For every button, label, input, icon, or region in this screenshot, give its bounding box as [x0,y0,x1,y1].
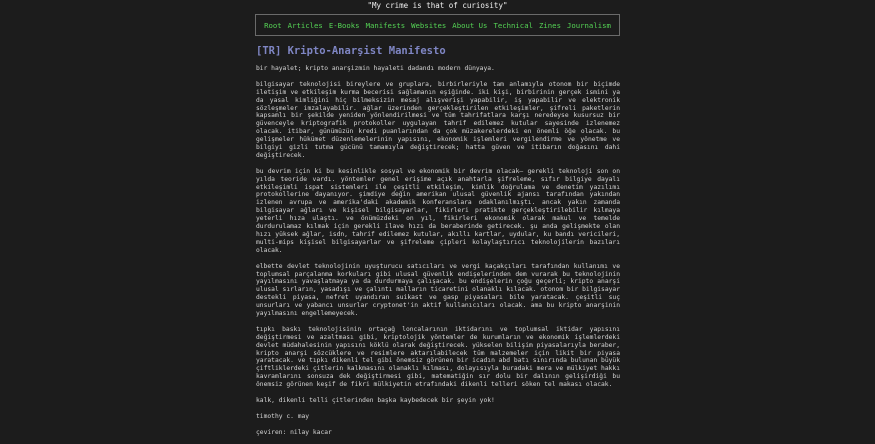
article-translator: çeviren: nilay kacar [256,428,332,436]
nav-journalism-link[interactable]: Journalism [566,20,611,30]
nav-articles-link[interactable]: Articles [287,20,323,30]
article-title: [TR] Kripto-Anarşist Manifesto [256,45,446,57]
article-body [256,65,620,444]
nav-websites-link[interactable]: Websites [411,20,447,30]
header-quote: "My crime is that of curiosity" [367,1,508,10]
article-paragraph: tıpkı baskı teknolojisinin ortaçağ loncalarının iktidarını ve toplumsal iktidar yapısını değiştirmesi ve azaltması gibi, kriptolojik yöntemler de kurumların ve ekonomik işlemlerdeki devlet müdahalesinin yapısını köklü olarak değiştirecek. yükselen bilişim piyasalarıyla beraber, kripto anarşi sözcüklere ve resimlere aktarılabilecek tüm malzemeler için likit bir piyasa yaratacak. ve tıpkı dikenli tel gibi önemsiz görünen bir icadın abd batı sınırında bulunan büyük çiftliklerdeki çitlerin kalkmasını olanaklı kılması, dolayısıyla buradaki mera ve mülkiyet hakkı kavramlarını sonsuza dek değiştirmesi gibi, matematiğin sır dolu bir dalının gelişirdiği bu önemsiz görünen keşif de fikri mülkiyetin etrafındaki dikenli telleri söken tel makası olacak. [256,325,620,389]
nav-technical-link[interactable]: Technical [493,20,533,30]
nav-about-us-link[interactable]: About Us [452,20,488,30]
article-author: timothy c. may [256,412,310,420]
nav-root-link[interactable]: Root [264,20,282,30]
article-paragraph: bir hayalet; kripto anarşizmin hayaleti dadandı modern dünyaya. [256,65,495,72]
article-closing-line: kalk, dikenli telli çitlerinden başka kaybedecek bir şeyin yok! [256,396,495,404]
article-paragraph: elbette devlet teknolojinin uyuşturucu satıcıları ve vergi kaçakçıları tarafından kullanımı ve toplumsal parçalanma korkuları gibi ulusal güvenlik endişelerinden dem vurarak bu teknolojinin yayılmasını yavaşlatmaya ya da durdurmaya çalışacak. bu endişelerin çoğu geçerli; kripto anarşi ulusal sırların, yasadışı ve çalıntı malların ticaretini olanaklı kılacak. otonom bir bilgisayar destekli piyasa, nefret uyandıran suikast ve gasp piyasaları bile yaratacak. çeşitli suç unsurları ve yabancı unsurlar cryptonet'in aktif kullanıcıları olacak. ama bu kripto anarşinin yayılmasını engellemeyecek. [256,262,620,318]
nav-ebooks-link[interactable]: E-Books [328,20,360,30]
nav-manifests-link[interactable]: Manifests [365,20,406,30]
top-navigation [255,14,620,36]
nav-zines-link[interactable]: Zines [539,20,561,30]
article-paragraph: bu devrim için ki bu kesinlikle sosyal ve ekonomik bir devrim olacak— gerekli teknoloji son on yılda teoride vardı. yöntemler genel erişime açık anahtarla şifreleme, sıfır bilgiye dayalı etkileşimli ispat sistemleri ile çeşitli etkileşim, kimlik doğrulama ve denetim yazılımı protokollerine dayanıyor. şimdiye değin amerikan ulusal güvenlik ajansı tarafından yakından izlenen avrupa ve amerika'daki akademik konferanslara odaklanılmıştı. ancak yakın zamanda bilgisayar ağları ve kişisel bilgisayarlar, fikirleri pratikte gerçekleştirilebilir kılmaya yeterli hıza ulaştı. ve önümüzdeki on yıl, fikirleri ekonomik olarak makul ve temelde durdurulamaz kılmak için gerekli ilave hızı da beraberinde getirecek. şu anda gelişmekte olan hızı yüksek ağlar, isdn, tahrif edilemez kutular, akıllı kartlar, uydular, ku bandı vericileri, multi-mips kişisel bilgisayarlar ve şifreleme çipleri kolaylaştırıcı teknolojilerin bazıları olacak. [256,167,620,254]
article-paragraph: bilgisayar teknolojisi bireylere ve gruplara, birbirleriyle tam anlamıyla otonom bir biçimde iletişim ve etkileşim kurma becerisi sağlamanın eşiğinde. iki kişi, birbirinin gerçek ismini ya da yasal kimliğini hiç bilmeksizin mesaj alışverişi yapabilir, iş yapabilir ve elektronik sözleşmeler imzalayabilir. ağlar üzerinden gerçekleştirilen etkileşimler, şifreli paketlerin kapsamlı bir şekilde yeniden yönlendirilmesi ve tüm tahrifatlara karşı neredeyse kusursuz bir güvenceyle kriptografik protokoller uygulayan tahrif edilemez kutular sayesinde izlenemez olacak. itibar, günümüzün kredi puanlarından da çok müzakerelerdeki en önemli öğe olacak. bu gelişmeler hükümet düzenlemelerinin yapısını, ekonomik işlemleri vergilendirme ve yönetme ve bilgiyi gizli tutma gücünü tamamıyla değiştirecek; hatta güven ve itibarın doğasını dahi değiştirecek. [256,80,620,159]
